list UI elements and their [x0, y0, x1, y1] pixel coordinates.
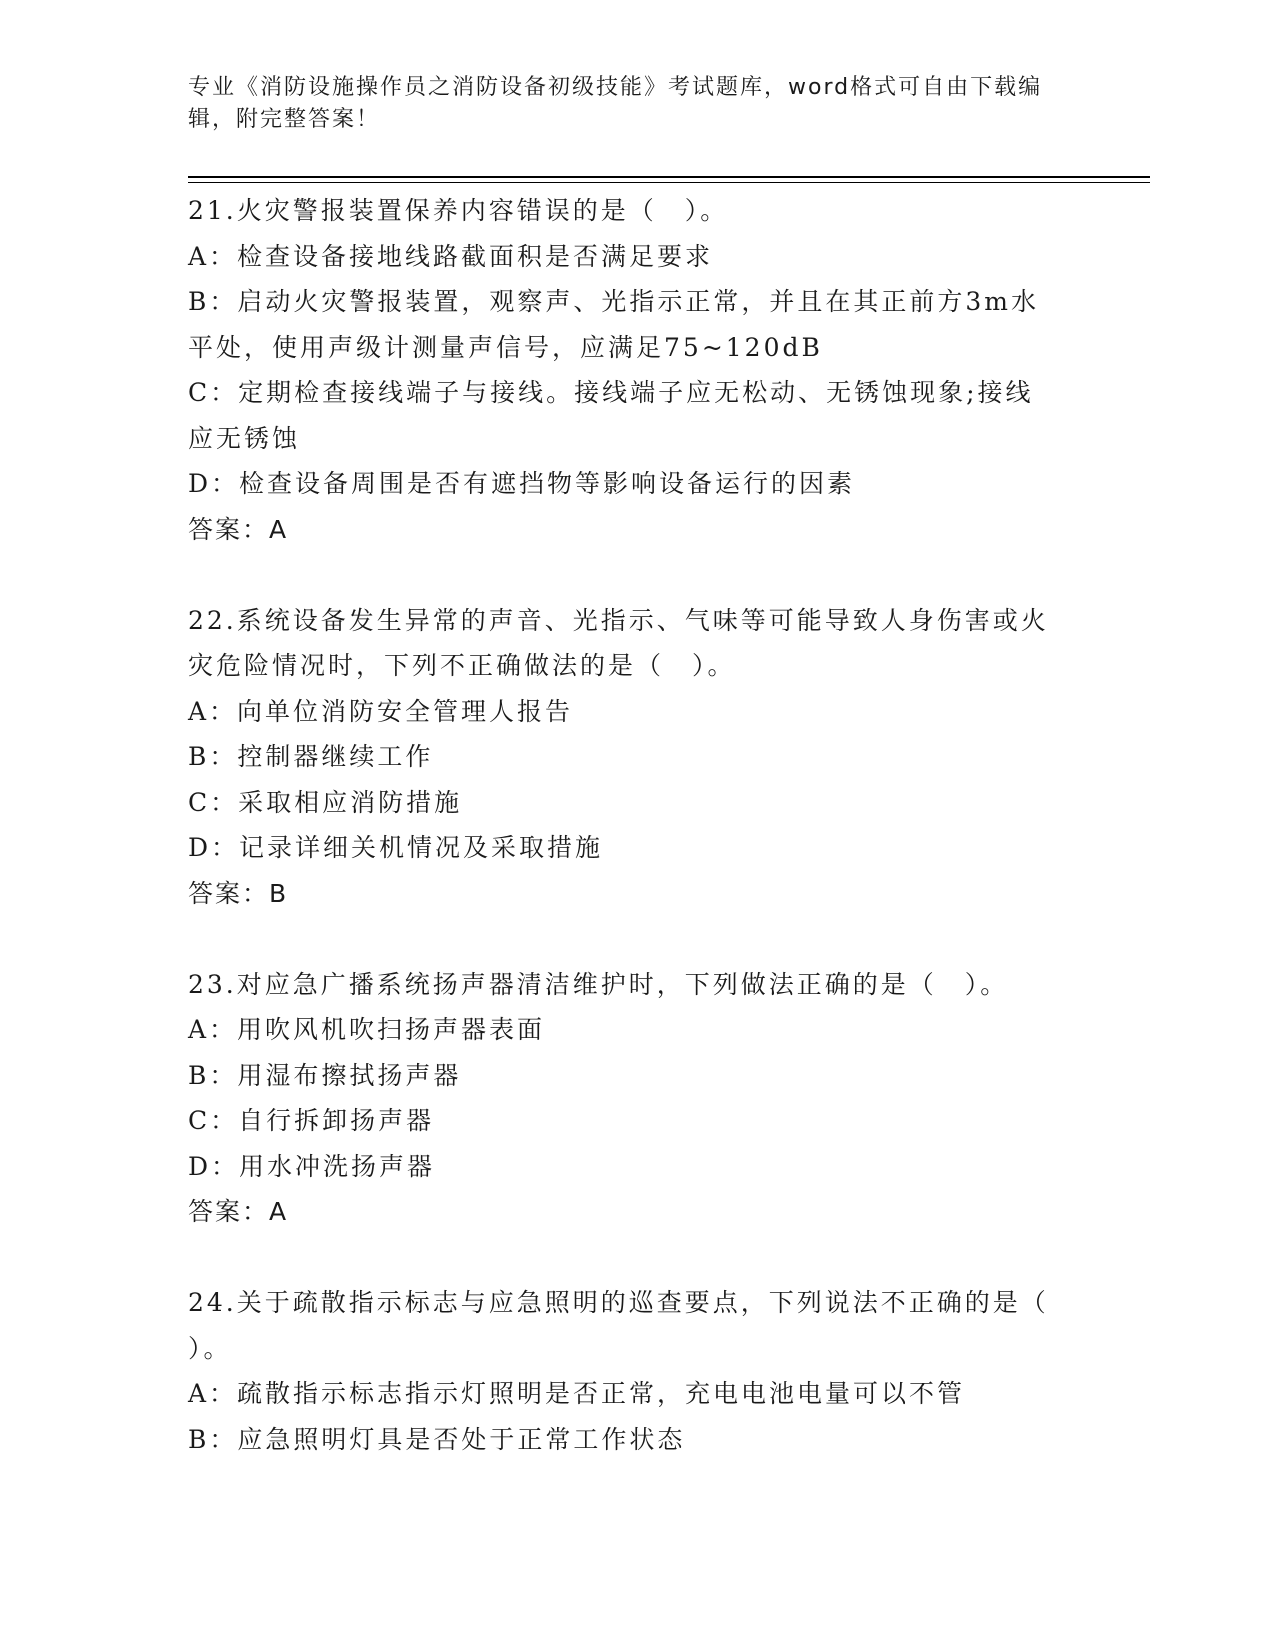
option-b: B：启动火灾警报装置，观察声、光指示正常，并且在其正前方3m水 [188, 287, 1039, 316]
question-22 [188, 598, 1088, 917]
header-line-2: 辑，附完整答案！ [188, 107, 381, 132]
answer: 答案：B [188, 878, 289, 908]
option-b: B：控制器继续工作 [188, 742, 434, 771]
header-line-1: 专业《消防设施操作员之消防设备初级技能》考试题库，word格式可自由下载编 [188, 75, 1043, 100]
option-a: A：检查设备接地线路截面积是否满足要求 [188, 241, 714, 271]
answer: 答案：A [188, 1197, 289, 1226]
option-a: A：用吹风机吹扫扬声器表面 [188, 1015, 546, 1044]
spacer [188, 916, 1088, 962]
option-d: D：记录详细关机情况及采取措施 [188, 833, 604, 862]
question-stem: 21.火灾警报装置保养内容错误的是（ ）。 [188, 196, 729, 225]
answer: 答案：A [188, 514, 289, 544]
spacer [188, 1235, 1088, 1281]
header-divider [188, 176, 1150, 178]
option-c-continued: 应无锈蚀 [188, 423, 301, 453]
question-list [188, 188, 1088, 1462]
option-d: D：检查设备周围是否有遮挡物等影响设备运行的因素 [188, 469, 856, 498]
option-b-continued: 平处，使用声级计测量声信号，应满足75~120dB [188, 332, 823, 362]
question-stem-continued: ）。 [188, 1333, 232, 1363]
question-stem: 23.对应急广播系统扬声器清洁维护时，下列做法正确的是（ ）。 [188, 969, 1009, 999]
option-a: A：向单位消防安全管理人报告 [188, 696, 574, 726]
option-c: C：采取相应消防措施 [188, 787, 463, 817]
option-c: C：自行拆卸扬声器 [188, 1106, 435, 1135]
option-b: B：应急照明灯具是否处于正常工作状态 [188, 1424, 686, 1454]
document-header [188, 72, 1068, 136]
option-b: B：用湿布擦拭扬声器 [188, 1060, 462, 1090]
option-c: C：定期检查接线端子与接线。接线端子应无松动、无锈蚀现象;接线 [188, 378, 1034, 407]
header-divider-thin [188, 182, 1150, 183]
question-24 [188, 1280, 1088, 1462]
question-stem-continued: 灾危险情况时，下列不正确做法的是（ ）。 [188, 651, 736, 680]
question-stem: 24.关于疏散指示标志与应急照明的巡查要点，下列说法不正确的是（ [188, 1288, 1049, 1317]
spacer [188, 552, 1088, 598]
option-d: D：用水冲洗扬声器 [188, 1151, 436, 1181]
question-23 [188, 962, 1088, 1235]
question-21 [188, 188, 1088, 552]
option-a: A：疏散指示标志指示灯照明是否正常，充电电池电量可以不管 [188, 1379, 966, 1408]
question-stem: 22.系统设备发生异常的声音、光指示、气味等可能导致人身伤害或火 [188, 605, 1049, 635]
